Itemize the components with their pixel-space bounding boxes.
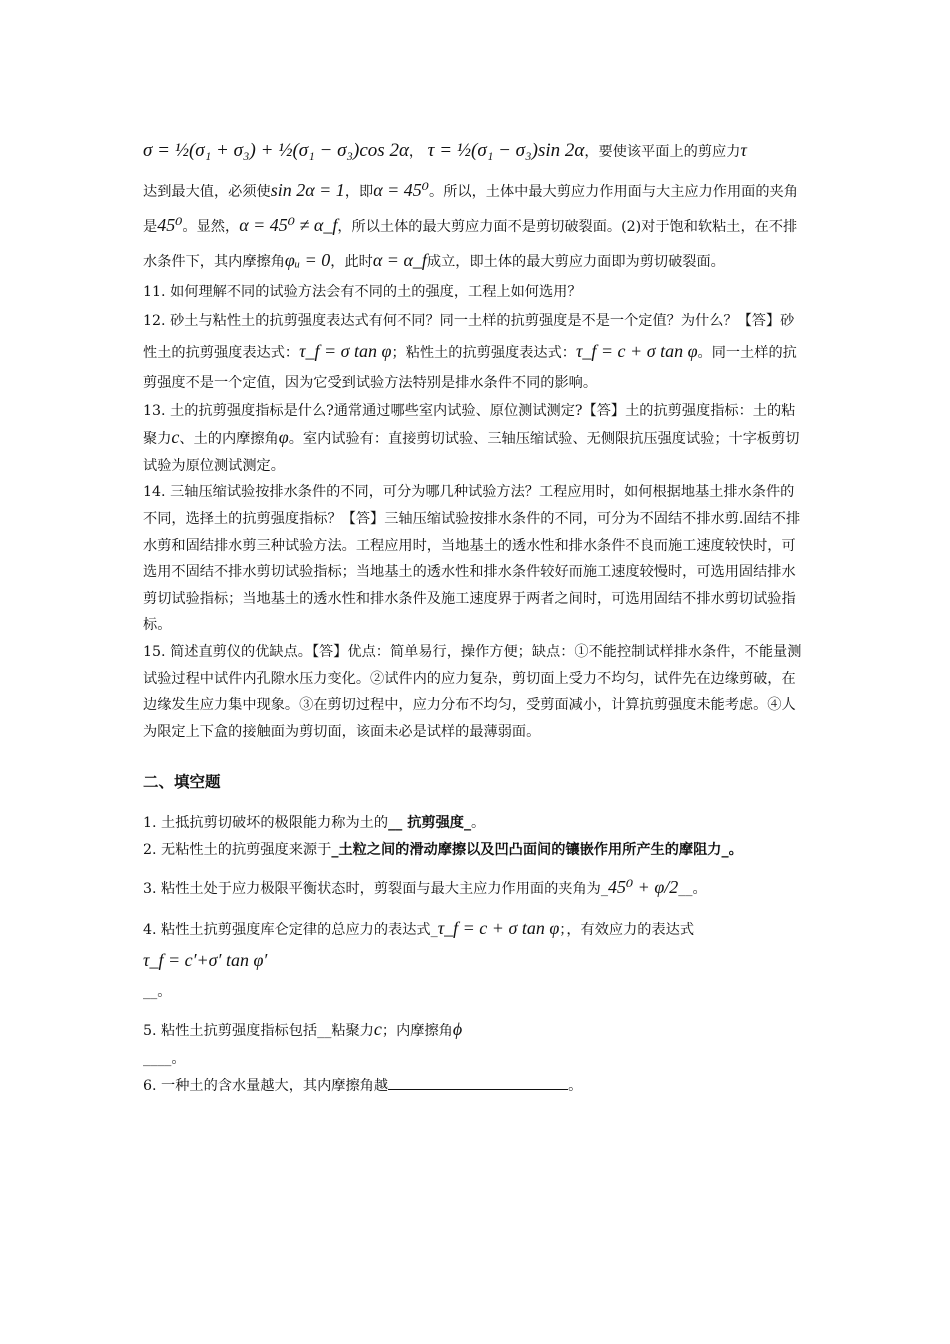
fill-item-5: 5. 粘性土抗剪强度指标包括__粘聚力c；内摩擦角ϕ ____。 bbox=[143, 1019, 463, 1068]
fill-answer-3: 45⁰ + φ/2 bbox=[607, 877, 679, 898]
question-14: 14. 三轴压缩试验按排水条件的不同，可分为哪几种试验方法？工程应用时，如何根据地基土排水条件的不同，选择土的抗剪强度指标？【答】三轴压缩试验按排水条件的不同，可分为不固结不排水剪.固结不排水剪和固结排水剪三种试验方法。工程应用时，当地基土的透水性和排水条件不良而施工速度较快时，可选用不固结不排水剪切试验指标；当地基土的透水性和排水条件较好而施工速度较慢时，可选用固结排水剪切试验指标；当地基土的透水性和排水条件及施工速度界于两者之间时，可选用固结不排水剪切试验指标。 bbox=[143, 484, 801, 634]
fill-answer-5b: ϕ bbox=[452, 1019, 463, 1040]
tau-equation: τ = ½(σ₁ − σ₃)sin 2α bbox=[427, 140, 585, 161]
sigma-equation: σ = ½(σ₁ + σ₃) + ½(σ₁ − σ₃)cos 2α bbox=[143, 140, 409, 161]
question-15: 15. 简述直剪仪的优缺点。【答】优点：简单易行，操作方便；缺点：①不能控制试样排水条件，不能量测试验过程中试件内孔隙水压力变化。②试件内的应力复杂，剪切面上受力不均匀，试件先在边缘剪破，在边缘发生应力集中现象。③在剪切过程中，应力分布不均匀，受剪面减小，计算抗剪强度未能考虑。④人为限定上下盒的接触面为剪切面，该面未必是试样的最薄弱面。 bbox=[143, 643, 802, 740]
fill-item-3: 3. 粘性土处于应力极限平衡状态时，剪裂面与最大主应力作用面的夹角为_45⁰ + φ/2__。 bbox=[143, 877, 707, 898]
intro-equation-line: σ = ½(σ₁ + σ₃) + ½(σ₁ − σ₃)cos 2α， τ = ½(σ₁ − σ₃)sin 2α，要使该平面上的剪应力τ bbox=[143, 140, 747, 161]
fill-answer-2: _土粒之间的滑动摩擦以及凹凸面间的镶嵌作用所产生的摩阻力_ bbox=[331, 841, 729, 858]
sand-strength-equation: τ_f = σ tan φ bbox=[299, 340, 392, 361]
section-title: 二、填空题 bbox=[143, 773, 221, 792]
question-13: 13. 土的抗剪强度指标是什么?通常通过哪些室内试验、原位测试测定?【答】土的抗剪强度指标：土的粘聚力c、土的内摩擦角φ。室内试验有：直接剪切试验、三轴压缩试验、无侧限抗压强度试验；十字板剪切试验为原位测试测定。 bbox=[143, 402, 800, 474]
fill-item-6: 6. 一种土的含水量越大，其内摩擦角越 。 bbox=[143, 1073, 808, 1100]
question-12: 12. 砂土与粘性土的抗剪强度表达式有何不同？同一土样的抗剪强度是不是一个定值？为什么？【答】砂性土的抗剪强度表达式：τ_f = σ tan φ；粘性土的抗剪强度表达式：τ_f = c + σ tan φ。同一土样的抗剪强度不是一个定值，因为它受到试验方法特别是排水条件不同的影响。 bbox=[143, 312, 797, 391]
fill-answer-5a: 粘聚力 bbox=[331, 1023, 374, 1040]
fill-item-2: 2. 无粘性土的抗剪强度来源于_土粒之间的滑动摩擦以及凹凸面间的镶嵌作用所产生的摩阻力_。 bbox=[143, 841, 743, 858]
fill-answer-4b: τ_f = c′+σ′ tan φ′ bbox=[143, 950, 268, 971]
question-11: 11. 如何理解不同的试验方法会有不同的土的强度，工程上如何选用？ bbox=[143, 284, 582, 300]
page-content bbox=[143, 128, 808, 1100]
clay-strength-equation: τ_f = c + σ tan φ bbox=[575, 340, 698, 361]
fill-answer-1: __ 抗剪强度_ bbox=[388, 814, 472, 831]
fill-item-1: 1. 土抵抗剪切破坏的极限能力称为土的__ 抗剪强度_。 bbox=[143, 814, 486, 831]
fill-item-4: 4. 粘性土抗剪强度库仑定律的总应力的表达式_τ_f = c + σ tan φ；，有效应力的表达式 τ_f = c′+σ′ tan φ′ __。 bbox=[143, 918, 695, 1001]
intro-paragraph: σ = ½(σ₁ + σ₃) + ½(σ₁ − σ₃)cos 2α， τ = ½(σ₁ − σ₃)sin 2α，要使该平面上的剪应力τ 达到最大值，必须使sin 2α = 1，即α = 45⁰。所以，土体中最大剪应力作用面与大主应力作用面的夹角是45⁰。显然，α = 45⁰ ≠ α_f，所以土体的最大剪应力面不是剪切破裂面。(2)对于饱和软粘土，在不排水条件下，其内摩擦角φᵤ = 0，此时α = α_f成立，即土体的最大剪应力面即为剪切破裂面。 bbox=[143, 128, 808, 279]
fill-answer-4a: τ_f = c + σ tan φ bbox=[437, 918, 560, 939]
fill-blank-6 bbox=[388, 1075, 568, 1090]
